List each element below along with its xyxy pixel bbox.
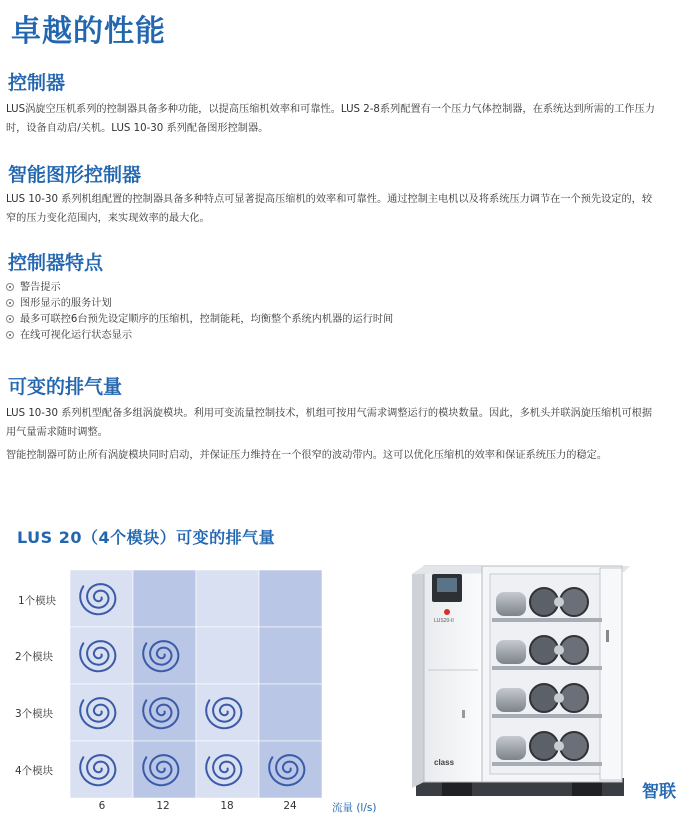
- module-shelf: [492, 618, 602, 622]
- module-fan: [530, 636, 558, 664]
- module-fan: [530, 684, 558, 712]
- x-tick-label: 6: [98, 800, 106, 812]
- module-motor: [496, 592, 526, 616]
- section-heading-controller: 控制器: [8, 72, 66, 94]
- feature-item: 在线可视化运行状态显示: [6, 328, 393, 344]
- brand-logo: class: [434, 758, 455, 767]
- brand-name: 智联: [642, 782, 676, 802]
- x-tick-label: 12: [156, 800, 170, 812]
- feature-item: 警告提示: [6, 280, 393, 296]
- module-shelf: [492, 762, 602, 766]
- x-tick-label: 24: [283, 800, 297, 812]
- row-label: 2个模块: [15, 651, 54, 663]
- module-hub: [554, 741, 564, 751]
- bullet-icon: [6, 283, 14, 291]
- flow-chart: [0, 560, 400, 820]
- page-title: 卓越的性能: [11, 14, 166, 49]
- cabinet-side: [412, 566, 424, 788]
- module-fan: [560, 588, 588, 616]
- module-motor: [496, 736, 526, 760]
- x-axis-label: 流量 (l/s): [332, 802, 377, 814]
- chart-cell: [259, 627, 322, 684]
- x-tick-label: 18: [220, 800, 234, 812]
- bullet-icon: [6, 299, 14, 307]
- model-label: LUS20-II: [434, 618, 454, 624]
- chart-cell: [259, 684, 322, 741]
- bullet-icon: [6, 331, 14, 339]
- module-fan: [560, 636, 588, 664]
- chart-cell: [196, 627, 259, 684]
- row-label: 1个模块: [18, 595, 57, 607]
- section-text-controller: LUS涡旋空压机系列的控制器具备多种功能，以提高压缩机效率和可靠性。LUS 2-8系列配置有一个压力气体控制器，在系统达到所需的工作压力时，设备自动启/关机。LUS 10-30 系列配备图形控制器。: [6, 104, 655, 134]
- compressor-image: [412, 560, 640, 800]
- module-shelf: [492, 714, 602, 718]
- section-text-variable-flow-2: 智能控制器可防止所有涡旋模块同时启动，并保证压力维持在一个很窄的波动带内。这可以优化压缩机的效率和保证系统压力的稳定。: [6, 450, 608, 461]
- module-motor: [496, 688, 526, 712]
- module-motor: [496, 640, 526, 664]
- feature-item: 最多可联控6台预先设定顺序的压缩机，控制能耗，均衡整个系统内机器的运行时间: [6, 312, 393, 328]
- module-fan: [530, 588, 558, 616]
- chart-cell: [133, 570, 196, 627]
- module-fan: [560, 732, 588, 760]
- row-label: 4个模块: [15, 765, 54, 777]
- module-fan: [530, 732, 558, 760]
- section-heading-smart-controller: 智能图形控制器: [8, 164, 142, 186]
- chart-title: LUS 20（4个模块）可变的排气量: [17, 528, 276, 547]
- module-fan: [560, 684, 588, 712]
- module-hub: [554, 597, 564, 607]
- row-label: 3个模块: [15, 708, 54, 720]
- feature-item: 图形显示的服务计划: [6, 296, 393, 312]
- bullet-icon: [6, 315, 14, 323]
- section-heading-variable-flow: 可变的排气量: [8, 376, 123, 398]
- section-heading-features: 控制器特点: [8, 252, 104, 274]
- section-text-smart-controller: LUS 10-30 系列机组配置的控制器具备多种特点可显著提高压缩机的效率和可靠性。通过控制主电机以及将系统压力调节在一个预先设定的，较窄的压力变化范围内，来实现效率的最大化。: [6, 194, 653, 224]
- chart-cell: [259, 570, 322, 627]
- module-shelf: [492, 666, 602, 670]
- chart-cell: [196, 570, 259, 627]
- section-text-variable-flow: LUS 10-30 系列机型配备多组涡旋模块。利用可变流量控制技术，机组可按用气需求调整运行的模块数量。因此，多机头并联涡旋压缩机可根据用气量需求随时调整。: [6, 408, 653, 438]
- stop-button: [444, 609, 450, 615]
- module-hub: [554, 693, 564, 703]
- feature-list: [6, 280, 393, 344]
- module-hub: [554, 645, 564, 655]
